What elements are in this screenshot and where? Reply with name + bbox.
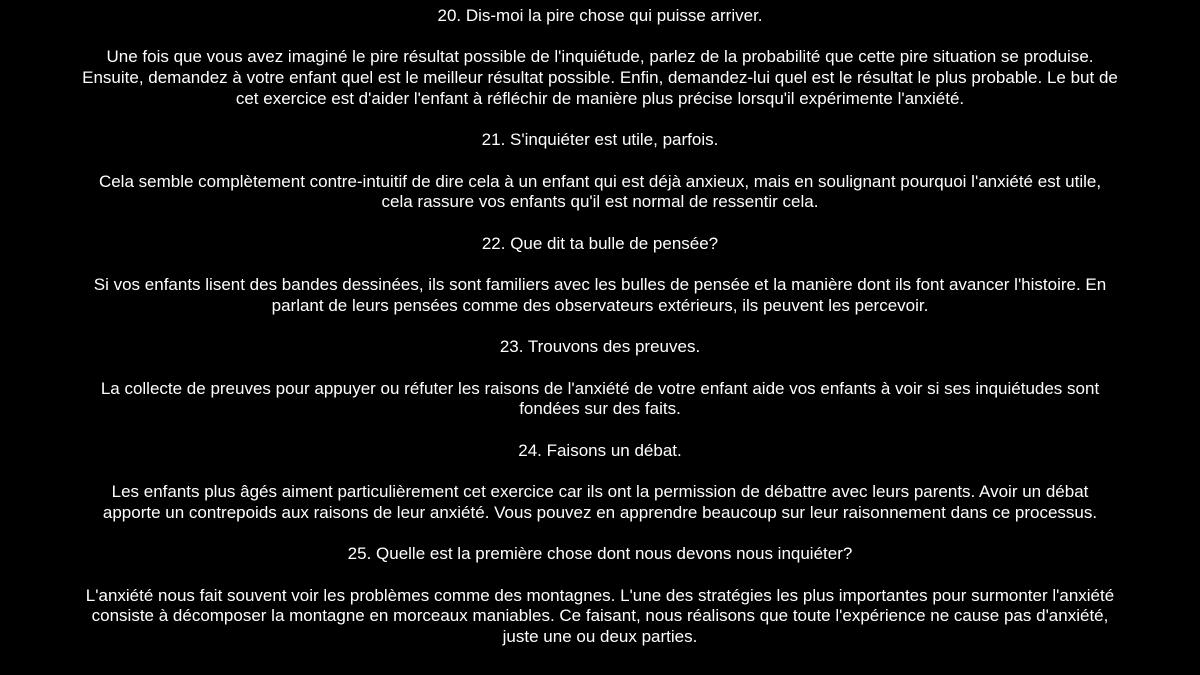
tips-article: [82, 0, 1118, 648]
section-heading: 25. Quelle est la première chose dont nous devons nous inquiéter?: [347, 544, 853, 564]
tip-section-25: [82, 544, 1118, 648]
section-paragraph: L'anxiété nous fait souvent voir les problèmes comme des montagnes. L'une des stratégies les plus importantes pour surmonter l'anxiété consiste à décomposer la montagne en morceaux maniables. Ce faisant, nous réalisons que toute l'expérience ne cause pas d'anxiété, juste une ou deux parties.: [85, 585, 1115, 646]
tip-section-23: [82, 337, 1118, 420]
tip-section-20: [82, 6, 1118, 110]
section-heading: 21. S'inquiéter est utile, parfois.: [481, 130, 719, 150]
tip-section-21: [82, 130, 1118, 213]
section-heading: 22. Que dit ta bulle de pensée?: [481, 233, 719, 253]
section-paragraph: La collecte de preuves pour appuyer ou réfuter les raisons de l'anxiété de votre enfant aide vos enfants à voir si ses inquiétudes sont fondées sur des faits.: [100, 378, 1100, 419]
section-paragraph: Si vos enfants lisent des bandes dessinées, ils sont familiers avec les bulles de pensée et la manière dont ils font avancer l'histoire. En parlant de leurs pensées comme des observateurs extérieurs, ils peuvent les percevoir.: [93, 275, 1107, 315]
section-heading: 23. Trouvons des preuves.: [499, 337, 701, 357]
tip-section-24: [82, 441, 1118, 524]
section-paragraph: Une fois que vous avez imaginé le pire résultat possible de l'inquiétude, parlez de la probabilité que cette pire situation se produise. Ensuite, demandez à votre enfant quel est le meilleur résultat possible. Enfin, demandez-lui quel est le résultat le plus probable. Le but de cet exercice est d'aider l'enfant à réfléchir de manière plus précise lorsqu'il expérimente l'anxiété.: [82, 47, 1118, 108]
tip-section-22: [82, 234, 1118, 317]
section-paragraph: Cela semble complètement contre-intuitif de dire cela à un enfant qui est déjà anxieux, mais en soulignant pourquoi l'anxiété est utile, cela rassure vos enfants qu'il est normal de ressentir cela.: [98, 171, 1102, 212]
section-heading: 24. Faisons un débat.: [518, 440, 682, 460]
section-heading: 20. Dis-moi la pire chose qui puisse arriver.: [437, 6, 763, 25]
section-paragraph: Les enfants plus âgés aiment particulièrement cet exercice car ils ont la permission de débattre avec leurs parents. Avoir un débat apporte un contrepoids aux raisons de leur anxiété. Vous pouvez en apprendre beaucoup sur leur raisonnement dans ce processus.: [102, 482, 1098, 522]
